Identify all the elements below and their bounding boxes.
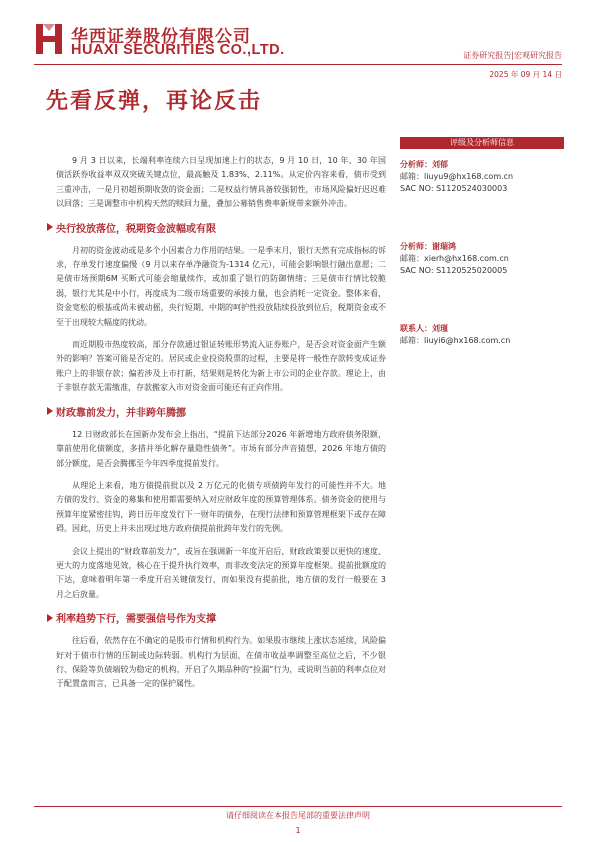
analyst-email-line xyxy=(400,253,564,265)
section-heading xyxy=(47,610,386,625)
analyst-email-line xyxy=(400,171,564,183)
analyst-email[interactable]: liuyu9@hx168.com.cn xyxy=(424,172,514,181)
triangle-bullet-icon xyxy=(47,223,53,231)
intro-paragraph: 9 月 3 日以来，长端利率连续六日呈现加速上行的状态，9 月 10 日，10 年、30 年国债活跃券收益率双双突破关键点位，最高触及 1.83%、2.11%。从定价内容来看，债市受到三重冲击，一是月初超预期收敛的资金面；二是权益行情具备较强韧性，市场风险偏好迟迟难以回落；三是调整市中机构天然的赎回力量，叠加公募销售费率新规带来额外冲击。 xyxy=(56,156,386,209)
contact-card xyxy=(400,323,564,347)
body-paragraph: 12 日财政部长在国新办发布会上指出，“提前下达部分2026 年新增地方政府债务限额，靠前使用化债额度，多措并举化解存量隐性债务”。市场有部分声音猜想，2026 年地方债的部分额度，是否会腾挪至今年四季度提前发行。 xyxy=(56,429,386,468)
sidebar-heading: 评级及分析师信息 xyxy=(400,137,564,149)
body-paragraph: 会议上提出的“财政靠前发力”，或旨在强调新一年度开启后，财政政策要以更快的速度、更大的力度落地见效，核心在于提升执行效率，而非改变法定的预算年度框架。提前批额度的下达，意味着明年第一季度开启关键债发行，而如果没有提前批，地方债的发行一般要在 3 月之后放量。 xyxy=(56,546,386,599)
analyst-card xyxy=(400,159,564,195)
contact-name: 刘瑾 xyxy=(432,324,448,333)
analyst-email[interactable]: xierh@hx168.com.cn xyxy=(424,254,509,263)
analyst-name-line xyxy=(400,159,564,171)
triangle-bullet-icon xyxy=(47,614,53,622)
analyst-role: 分析师： xyxy=(400,160,432,169)
report-date: 2025 年 09 月 14 日 xyxy=(489,70,562,79)
section-heading xyxy=(47,220,386,235)
analyst-card xyxy=(400,241,564,277)
section-heading-text: 利率趋势下行，需要强信号作为支撑 xyxy=(56,614,216,626)
analyst-sidebar xyxy=(400,137,564,347)
section-heading-text: 财政靠前发力，并非跨年腾挪 xyxy=(56,407,186,419)
analyst-name: 刘郁 xyxy=(432,160,448,169)
body-paragraph: 往后看，依然存在不确定的是股市行情和机构行为。如果股市继续上涨状态延续，风险偏好对于债市行情的压制或边际转弱。机构行为层面，在债市收益率调整至高位之后，不少银行、保险等负债端较为稳定的机构，开启了久期品种的“捡漏”行为，或说明当前的利率点位对于配置盘而言，已具备一定的保护属性。 xyxy=(56,636,386,689)
company-logo xyxy=(34,22,64,56)
legal-disclaimer-link[interactable]: 请仔细阅读在本报告尾部的重要法律声明 xyxy=(226,811,370,820)
main-content xyxy=(56,154,386,700)
report-type: 证券研究报告|宏观研究报告 xyxy=(463,51,562,60)
email-label: 邮箱： xyxy=(400,336,424,345)
body-paragraph: 从理论上来看，地方债提前批以及 2 万亿元的化债专项债跨年发行的可能性并不大。地方债的发行、资金的募集和使用都需要纳入对应财政年度的预算管理体系。债务资金的使用与预算年度紧密挂钩，跨日历年度发行下一财年的债券，在现行法律和预算管理框架下或存在障碍。因此，历史上并未出现过地方政府债提前批跨年发行的先例。 xyxy=(56,480,386,534)
contact-email[interactable]: liuyi6@hx168.com.cn xyxy=(424,336,511,345)
page-number: 1 xyxy=(295,826,301,835)
report-title: 先看反弹，再论反击 xyxy=(46,88,263,114)
analyst-role: 分析师： xyxy=(400,242,432,251)
triangle-bullet-icon xyxy=(47,407,53,415)
email-label: 邮箱： xyxy=(400,254,424,263)
company-name-cn: 华西证券股份有限公司 xyxy=(71,27,251,47)
body-paragraph: 月初的资金波动或是多个小因素合力作用的结果。一是季末月，银行天然有完成指标的诉求，存单发行速度偏慢（9 月以来存单净融资为-1314 亿元），可能会影响银行融出意愿；二是债市场预期6M 买断式可能会缩量续作，或加重了银行的防御情绪；三是债市行情比较脆弱，银行尤其是中小行，再度成为二级市场重要的承接力量，也会消耗一定资金。整体来看，资金宽松的根基或尚未被动摇，央行短期、中期的呵护性投放陆续投放到位后，税期资金或不至于出现较大幅度的扰动。 xyxy=(56,245,386,327)
analyst-name: 谢瑞鸿 xyxy=(432,242,456,251)
analyst-sac: SAC NO: S1120525020005 xyxy=(400,266,508,275)
footer-divider xyxy=(34,806,562,807)
email-label: 邮箱： xyxy=(400,172,424,181)
contact-name-line xyxy=(400,323,564,335)
contact-email-line xyxy=(400,335,564,347)
analyst-sac: SAC NO: S1120524030003 xyxy=(400,184,508,193)
analyst-name-line xyxy=(400,241,564,253)
header-divider xyxy=(34,64,562,65)
contact-role: 联系人： xyxy=(400,324,432,333)
company-name-en: HUAXI SECURITIES CO.,LTD. xyxy=(71,42,285,58)
body-paragraph: 而近期股市热度较高，部分存款通过银证转账形势流入证券账户，是否会对资金面产生额外的影响？答案可能是否定的。居民或企业投资股票的过程，主要是将一般性存款转变成证券账户上的非银存款；偏若涉及上市打新，结果则是转化为新上市公司的企业存款。理论上，由于非银存款无需缴准，存款搬家入市对资金面可能还有正向作用。 xyxy=(56,340,386,393)
section-heading xyxy=(47,404,386,419)
section-heading-text: 央行投放落位，税期资金波幅或有限 xyxy=(56,223,216,235)
